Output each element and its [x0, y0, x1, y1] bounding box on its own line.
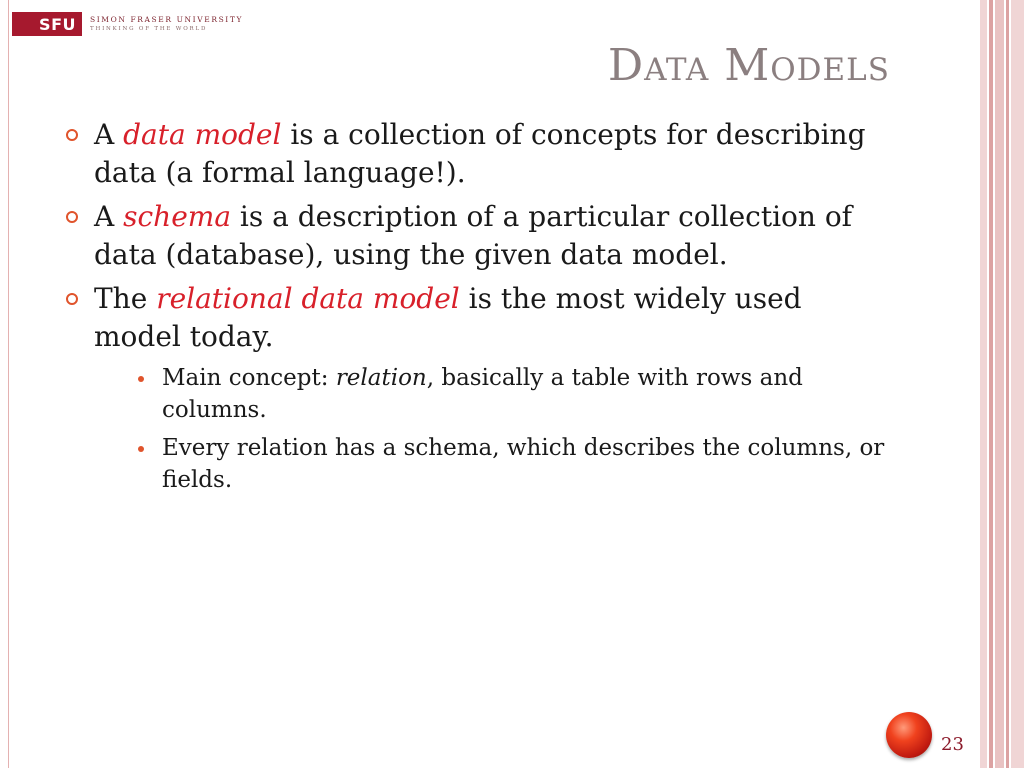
text-segment: A: [94, 118, 124, 151]
logo-text: [90, 16, 243, 32]
emphasized-term: relational data model: [156, 282, 460, 315]
text-segment: is a description of a particular collection of data (database), using the given data model.: [94, 200, 853, 271]
stripe: [980, 0, 987, 768]
page-number: 23: [941, 734, 964, 755]
bullet-item: [62, 116, 892, 192]
sub-bullet-item: [134, 362, 902, 426]
text-segment: Every relation has a schema, which describes the columns, or fields.: [162, 435, 885, 493]
emphasized-term: schema: [123, 200, 232, 233]
text-segment: is the most widely used model today.: [94, 282, 802, 353]
stripe: [995, 0, 1004, 768]
text-segment: A: [94, 200, 124, 233]
text-segment: is a collection of concepts for describing data (a formal language!).: [94, 118, 866, 189]
italic-term: relation: [335, 365, 427, 391]
text-segment: The: [94, 282, 157, 315]
sub-bullet-item: [134, 432, 902, 496]
logo-tagline: THINKING OF THE WORLD: [90, 25, 208, 32]
bullet-dot-icon: [138, 376, 144, 382]
stripe: [989, 0, 993, 768]
emphasized-term: data model: [123, 118, 282, 151]
bullet-circle-icon: [66, 211, 78, 223]
text-segment: , basically a table with rows and columns.: [162, 365, 803, 423]
text-segment: Main concept:: [162, 365, 336, 391]
logo-abbr: SFU: [12, 12, 82, 36]
bullet-circle-icon: [66, 293, 78, 305]
university-logo: [12, 12, 243, 36]
logo-name: SIMON FRASER UNIVERSITY: [90, 15, 244, 24]
slide-content: [62, 116, 892, 502]
slide-title: Data Models: [607, 40, 890, 91]
stripe: [1006, 0, 1009, 768]
bullet-item: [62, 280, 892, 356]
stripe: [1011, 0, 1024, 768]
bullet-dot-icon: [138, 446, 144, 452]
orb-icon: [886, 712, 932, 758]
right-decorative-stripes: [980, 0, 1024, 768]
bullet-item: [62, 198, 892, 274]
left-border-line: [8, 0, 9, 768]
bullet-circle-icon: [66, 129, 78, 141]
